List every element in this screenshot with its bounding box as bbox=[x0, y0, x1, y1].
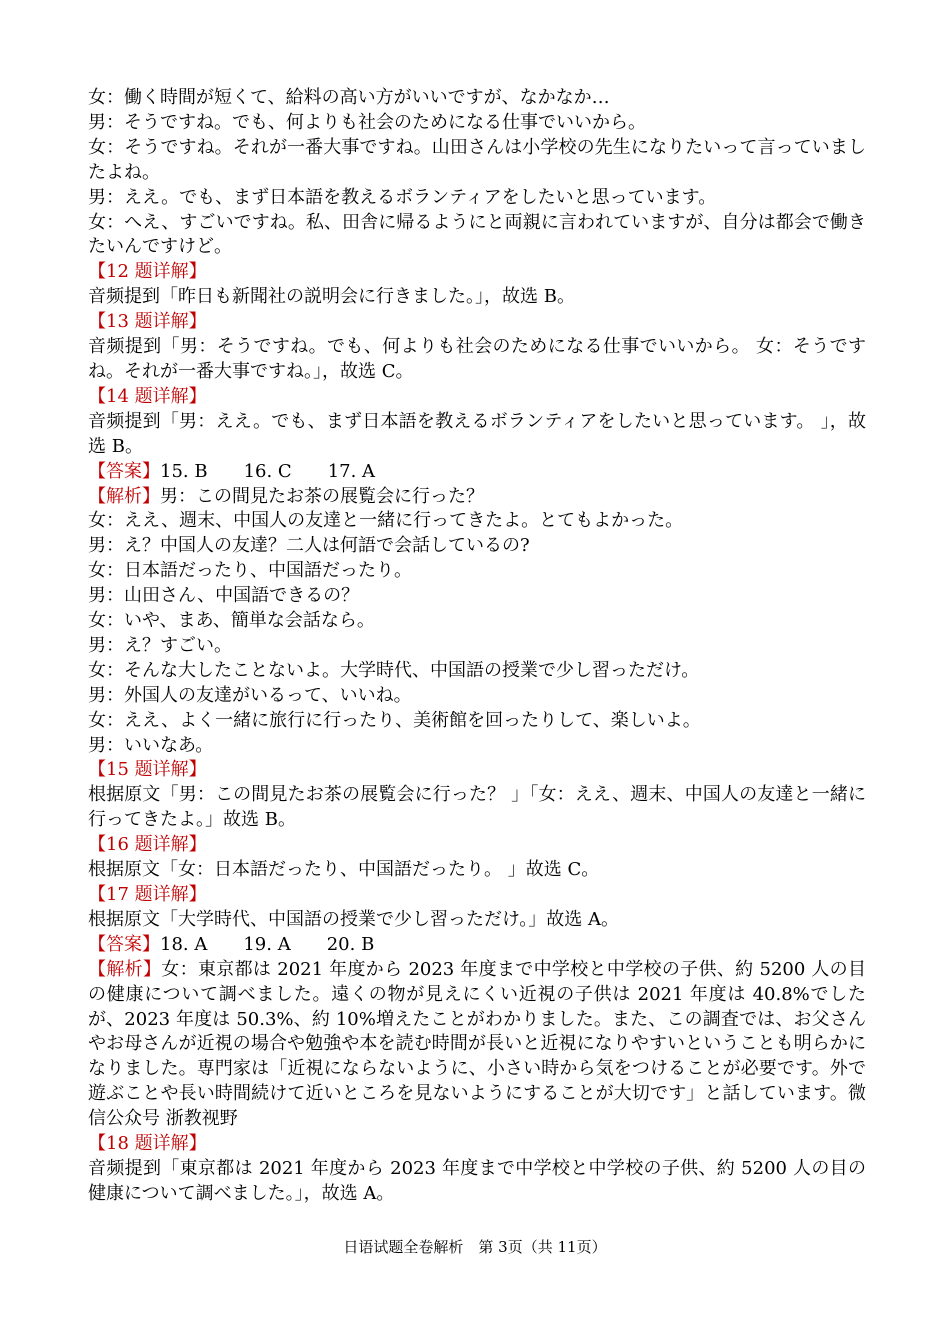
analysis-line-15-17 bbox=[88, 485, 866, 510]
dialogue-line: 男：この間見たお茶の展覧会に行った？ bbox=[160, 485, 484, 507]
answer-16: 16. C bbox=[243, 460, 292, 482]
dialogue-line: 男：そうですね。でも、何よりも社会のためになる仕事でいいから。 bbox=[88, 111, 646, 133]
q13-explanation: 音频提到「男：そうですね。でも、何よりも社会のためになる仕事でいいから。 女：そうですね。それが一番大事ですね。」，故选 C。 bbox=[88, 336, 866, 382]
dialogue-line: 女：そうですね。それが一番大事ですね。山田さんは小学校の先生になりたいって言っていましたよね。 bbox=[88, 136, 866, 183]
answer-19: 19. A bbox=[243, 933, 291, 955]
dialogue-line: 男：え？すごい。 bbox=[88, 634, 232, 656]
dialogue-line: 男：え？中国人の友達？二人は何語で会話しているの? bbox=[88, 535, 530, 557]
q14-explanation: 音频提到「男：ええ。でも、まず日本語を教えるボランティアをしたいと思っています。 」，故选 B。 bbox=[88, 410, 866, 457]
analysis-label: 【解析】 bbox=[88, 958, 162, 980]
q15-header: 【15 题详解】 bbox=[88, 759, 207, 781]
q18-header: 【18 题详解】 bbox=[88, 1133, 207, 1155]
q14-header: 【14 题详解】 bbox=[88, 385, 207, 407]
answer-18: 18. A bbox=[160, 933, 208, 955]
dialogue-line: 女：ええ、週末、中国人の友達と一緒に行ってきたよ。とてもよかった。 bbox=[88, 510, 684, 532]
q16-explanation: 根据原文「女：日本語だったり、中国語だったり。 」故选 C。 bbox=[88, 859, 600, 881]
analysis-text: 女：東京都は 2021 年度から 2023 年度まで中学校と中学校の子供、約 5200 人の目の健康について調べました。遠くの物が見えにくい近視の子供は 2021 年度は 40.8%でしたが、2023 年度は 50.3%、約 10%増えたことがわかりました。また、この調査では、お父さんやお母さんが近視の場合や勉強や本を読む時間が長いと近視になりやすいということも明らかになりました。専門家は「近視にならないように、小さい時から気をつけることが必要です。外で遊ぶことや長い時間続けて近いところを見ないようにすることが大切です」と話しています。微信公众号 浙教视野 bbox=[88, 958, 866, 1130]
answer-label: 【答案】 bbox=[88, 933, 160, 955]
dialogue-line: 女：そんな大したことないよ。大学時代、中国語の授業で少し習っただけ。 bbox=[88, 659, 700, 681]
answer-line-18-20 bbox=[88, 933, 866, 958]
dialogue-line: 女：いや、まあ、簡単な会話なら。 bbox=[88, 610, 375, 632]
dialogue-line: 男：外国人の友達がいるって、いいね。 bbox=[88, 684, 412, 706]
q16-header: 【16 题详解】 bbox=[88, 834, 207, 856]
page-footer: 日语试题全卷解析 第 3页（共 11页） bbox=[343, 1238, 607, 1256]
answer-17: 17. A bbox=[327, 460, 376, 482]
q17-header: 【17 题详解】 bbox=[88, 884, 207, 905]
q17-explanation: 根据原文「大学時代、中国語の授業で少し習っただけ。」故选 A。 bbox=[88, 908, 619, 930]
q18-explanation: 音频提到「東京都は 2021 年度から 2023 年度まで中学校と中学校の子供、約 5200 人の目の健康について調べました。」，故选 A。 bbox=[88, 1157, 866, 1204]
dialogue-line: 女：ええ、よく一緒に旅行に行ったり、美術館を回ったりして、楽しいよ。 bbox=[88, 709, 701, 731]
dialogue-line: 男：ええ。でも、まず日本語を教えるボランティアをしたいと思っています。 bbox=[88, 186, 717, 208]
dialogue-line: 女：へえ、すごいですね。私、田舎に帰るようにと両親に言われていますが、自分は都会で働きたいんですけど。 bbox=[88, 211, 866, 258]
q13-header: 【13 题详解】 bbox=[88, 311, 207, 333]
answer-20: 20. B bbox=[326, 933, 375, 955]
dialogue-line: 女：働く時間が短くて、給料の高い方がいいですが、なかなか… bbox=[88, 87, 610, 108]
q15-explanation: 根据原文「男：この間見たお茶の展覧会に行った？ 」「女：ええ、週末、中国人の友達と一緒に行ってきたよ。」故选 B。 bbox=[88, 784, 866, 831]
answer-15: 15. B bbox=[160, 460, 208, 482]
analysis-label: 【解析】 bbox=[88, 485, 160, 507]
q12-header: 【12 题详解】 bbox=[88, 261, 207, 283]
answer-label: 【答案】 bbox=[88, 460, 160, 482]
answer-line-15-17 bbox=[88, 460, 866, 485]
dialogue-line: 男：いいなあ。 bbox=[88, 734, 214, 756]
analysis-paragraph-18-20 bbox=[88, 958, 866, 1132]
document-body bbox=[88, 86, 866, 1207]
dialogue-line: 男：山田さん、中国語できるの？ bbox=[88, 585, 360, 607]
q12-explanation: 音频提到「昨日も新聞社の説明会に行きました。」，故选 B。 bbox=[88, 286, 575, 308]
dialogue-line: 女：日本語だったり、中国語だったり。 bbox=[88, 560, 412, 582]
